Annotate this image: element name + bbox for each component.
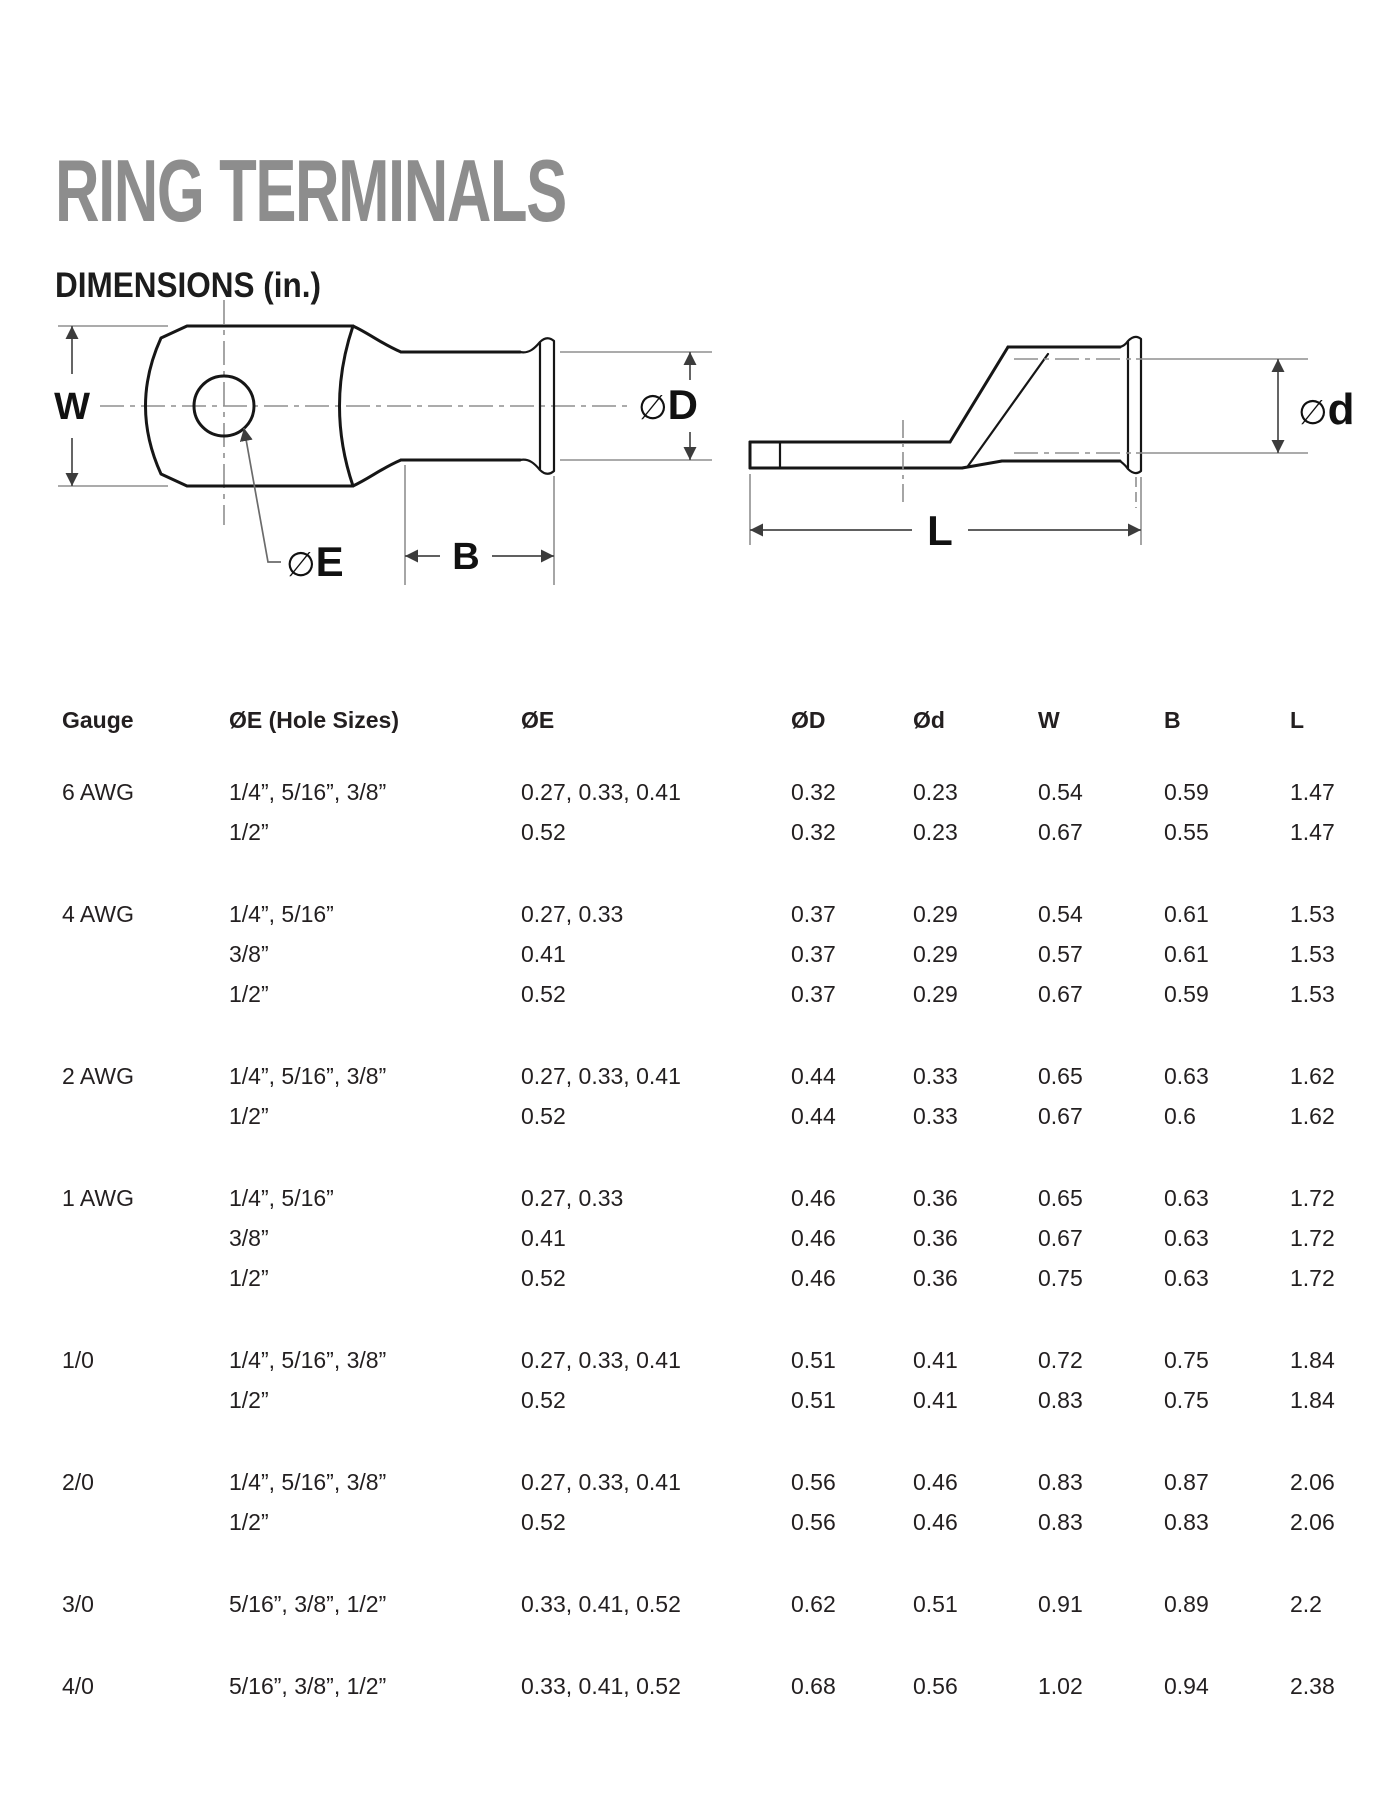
od-cell: 0.51	[791, 1346, 836, 1373]
w-cell: 0.67	[1038, 1224, 1083, 1251]
small-d-cell: 0.29	[913, 900, 958, 927]
label-phi-D: ∅D	[638, 381, 698, 428]
small-d-cell: 0.56	[913, 1672, 958, 1699]
l-cell: 1.47	[1290, 818, 1335, 845]
column-header-5: W	[1038, 706, 1060, 733]
od-cell: 0.46	[791, 1184, 836, 1211]
l-cell: 1.62	[1290, 1062, 1335, 1089]
label-w: W	[54, 386, 90, 428]
table-row	[62, 1258, 1400, 1298]
column-header-3: ØD	[791, 706, 826, 733]
oe-cell: 0.27, 0.33, 0.41	[521, 1062, 681, 1089]
hole-sizes-cell: 1/2”	[229, 1508, 269, 1535]
gauge-cell: 4 AWG	[62, 900, 134, 927]
l-cell: 1.53	[1290, 940, 1335, 967]
table-row	[62, 1502, 1400, 1542]
l-cell: 1.72	[1290, 1264, 1335, 1291]
table-row	[62, 1340, 1400, 1380]
column-header-2: ØE	[521, 706, 555, 733]
small-d-cell: 0.46	[913, 1508, 958, 1535]
od-cell: 0.56	[791, 1508, 836, 1535]
table-row	[62, 934, 1400, 974]
oe-cell: 0.52	[521, 1508, 566, 1535]
b-cell: 0.63	[1164, 1264, 1209, 1291]
small-d-cell: 0.29	[913, 940, 958, 967]
column-header-7: L	[1290, 706, 1305, 733]
ring-terminal-side-view	[750, 337, 1355, 554]
w-cell: 0.83	[1038, 1508, 1083, 1535]
od-cell: 0.56	[791, 1468, 836, 1495]
hole-sizes-cell: 1/2”	[229, 818, 269, 845]
hole-sizes-cell: 5/16”, 3/8”, 1/2”	[229, 1590, 387, 1617]
hole-sizes-cell: 1/4”, 5/16”, 3/8”	[229, 778, 387, 805]
small-d-cell: 0.41	[913, 1386, 958, 1413]
page-title: RING TERMINALS	[55, 140, 566, 240]
b-cell: 0.55	[1164, 818, 1209, 845]
w-cell: 0.57	[1038, 940, 1083, 967]
table-row	[62, 1584, 1400, 1624]
w-cell: 0.67	[1038, 980, 1083, 1007]
hole-sizes-cell: 1/4”, 5/16”, 3/8”	[229, 1468, 387, 1495]
od-cell: 0.44	[791, 1062, 836, 1089]
dimensions-table	[0, 700, 1400, 1748]
small-d-cell: 0.29	[913, 980, 958, 1007]
oe-cell: 0.27, 0.33	[521, 1184, 624, 1211]
label-phi-d: ∅d	[1298, 385, 1355, 434]
l-cell: 1.53	[1290, 980, 1335, 1007]
neck-bottom	[353, 460, 401, 486]
oe-cell: 0.41	[521, 940, 566, 967]
l-cell: 1.47	[1290, 778, 1335, 805]
oe-cell: 0.27, 0.33, 0.41	[521, 1346, 681, 1373]
b-cell: 0.83	[1164, 1508, 1209, 1535]
hole-sizes-cell: 1/4”, 5/16”	[229, 900, 334, 927]
table-row	[62, 894, 1400, 934]
oe-cell: 0.52	[521, 980, 566, 1007]
table-row	[62, 1218, 1400, 1258]
diameter-symbol: ∅	[286, 546, 316, 584]
w-cell: 1.02	[1038, 1672, 1083, 1699]
oe-cell: 0.52	[521, 1264, 566, 1291]
small-d-cell: 0.33	[913, 1102, 958, 1129]
od-cell: 0.37	[791, 980, 836, 1007]
hole-sizes-cell: 1/2”	[229, 1102, 269, 1129]
table-row	[62, 1178, 1400, 1218]
table-row	[62, 1462, 1400, 1502]
oe-leader-line	[244, 428, 281, 562]
gauge-group	[62, 1584, 1400, 1624]
w-cell: 0.67	[1038, 1102, 1083, 1129]
gauge-cell: 1 AWG	[62, 1184, 134, 1211]
l-cell: 2.2	[1290, 1590, 1322, 1617]
small-d-cell: 0.36	[913, 1264, 958, 1291]
small-d-cell: 0.46	[913, 1468, 958, 1495]
b-cell: 0.6	[1164, 1102, 1196, 1129]
w-cell: 0.75	[1038, 1264, 1083, 1291]
gauge-group	[62, 1340, 1400, 1420]
od-cell: 0.44	[791, 1102, 836, 1129]
l-cell: 1.62	[1290, 1102, 1335, 1129]
table-row	[62, 1056, 1400, 1096]
table-row	[62, 974, 1400, 1014]
od-cell: 0.46	[791, 1224, 836, 1251]
b-cell: 0.63	[1164, 1062, 1209, 1089]
diameter-symbol: ∅	[1298, 394, 1328, 432]
small-d-cell: 0.51	[913, 1590, 958, 1617]
oe-cell: 0.33, 0.41, 0.52	[521, 1590, 681, 1617]
hole-sizes-cell: 1/4”, 5/16”	[229, 1184, 334, 1211]
gauge-group	[62, 1666, 1400, 1706]
oe-cell: 0.41	[521, 1224, 566, 1251]
gauge-cell: 3/0	[62, 1590, 94, 1617]
w-cell: 0.54	[1038, 900, 1083, 927]
hole-sizes-cell: 5/16”, 3/8”, 1/2”	[229, 1672, 387, 1699]
l-cell: 1.53	[1290, 900, 1335, 927]
w-cell: 0.65	[1038, 1062, 1083, 1089]
oe-cell: 0.27, 0.33, 0.41	[521, 1468, 681, 1495]
b-cell: 0.89	[1164, 1590, 1209, 1617]
table-row	[62, 772, 1400, 812]
gauge-cell: 6 AWG	[62, 778, 134, 805]
column-header-6: B	[1164, 706, 1181, 733]
b-cell: 0.63	[1164, 1184, 1209, 1211]
oe-cell: 0.33, 0.41, 0.52	[521, 1672, 681, 1699]
gauge-cell: 2 AWG	[62, 1062, 134, 1089]
b-cell: 0.59	[1164, 778, 1209, 805]
b-cell: 0.61	[1164, 940, 1209, 967]
dimensions-heading: DIMENSIONS (in.)	[55, 266, 322, 306]
od-cell: 0.51	[791, 1386, 836, 1413]
w-cell: 0.72	[1038, 1346, 1083, 1373]
oe-cell: 0.27, 0.33	[521, 900, 624, 927]
l-cell: 2.06	[1290, 1468, 1335, 1495]
w-cell: 0.83	[1038, 1386, 1083, 1413]
table-row	[62, 812, 1400, 852]
b-cell: 0.59	[1164, 980, 1209, 1007]
gauge-group	[62, 894, 1400, 1014]
table-header-row	[62, 700, 1400, 740]
transition-outer-edge	[950, 347, 1008, 442]
w-cell: 0.67	[1038, 818, 1083, 845]
w-cell: 0.65	[1038, 1184, 1083, 1211]
b-cell: 0.63	[1164, 1224, 1209, 1251]
gauge-group	[62, 1462, 1400, 1542]
small-d-cell: 0.23	[913, 778, 958, 805]
hole-sizes-cell: 3/8”	[229, 940, 269, 967]
hole-sizes-cell: 1/4”, 5/16”, 3/8”	[229, 1346, 387, 1373]
table-row	[62, 1666, 1400, 1706]
b-cell: 0.61	[1164, 900, 1209, 927]
hole-sizes-cell: 3/8”	[229, 1224, 269, 1251]
b-cell: 0.75	[1164, 1386, 1209, 1413]
hole-sizes-cell: 1/2”	[229, 1386, 269, 1413]
od-cell: 0.32	[791, 818, 836, 845]
gauge-group	[62, 772, 1400, 852]
small-d-cell: 0.36	[913, 1224, 958, 1251]
gauge-group	[62, 1056, 1400, 1136]
table-row	[62, 1096, 1400, 1136]
oe-cell: 0.52	[521, 1102, 566, 1129]
od-cell: 0.37	[791, 940, 836, 967]
small-d-cell: 0.23	[913, 818, 958, 845]
label-b: B	[452, 536, 480, 578]
od-cell: 0.62	[791, 1590, 836, 1617]
column-header-1: ØE (Hole Sizes)	[229, 706, 399, 733]
w-cell: 0.91	[1038, 1590, 1083, 1617]
w-cell: 0.54	[1038, 778, 1083, 805]
gauge-cell: 4/0	[62, 1672, 94, 1699]
oe-cell: 0.52	[521, 818, 566, 845]
column-header-0: Gauge	[62, 706, 134, 733]
hole-sizes-cell: 1/2”	[229, 980, 269, 1007]
l-cell: 2.06	[1290, 1508, 1335, 1535]
gauge-group	[62, 1178, 1400, 1298]
hole-sizes-cell: 1/4”, 5/16”, 3/8”	[229, 1062, 387, 1089]
l-cell: 1.72	[1290, 1224, 1335, 1251]
l-cell: 1.72	[1290, 1184, 1335, 1211]
oe-cell: 0.52	[521, 1386, 566, 1413]
b-cell: 0.87	[1164, 1468, 1209, 1495]
table-row	[62, 1380, 1400, 1420]
transition-inner-edge	[968, 354, 1048, 466]
w-cell: 0.83	[1038, 1468, 1083, 1495]
column-header-4: Ød	[913, 706, 945, 733]
diameter-symbol: ∅	[638, 389, 668, 427]
l-cell: 2.38	[1290, 1672, 1335, 1699]
label-l: L	[927, 507, 953, 554]
od-cell: 0.32	[791, 778, 836, 805]
od-cell: 0.46	[791, 1264, 836, 1291]
ring-terminal-top-view	[54, 300, 712, 585]
gauge-cell: 2/0	[62, 1468, 94, 1495]
od-cell: 0.37	[791, 900, 836, 927]
l-cell: 1.84	[1290, 1346, 1335, 1373]
oe-cell: 0.27, 0.33, 0.41	[521, 778, 681, 805]
gauge-cell: 1/0	[62, 1346, 94, 1373]
small-d-cell: 0.33	[913, 1062, 958, 1089]
label-phi-E: ∅E	[286, 538, 344, 585]
small-d-cell: 0.41	[913, 1346, 958, 1373]
od-cell: 0.68	[791, 1672, 836, 1699]
dimension-diagrams	[0, 0, 1400, 640]
b-cell: 0.94	[1164, 1672, 1209, 1699]
l-cell: 1.84	[1290, 1386, 1335, 1413]
hole-sizes-cell: 1/2”	[229, 1264, 269, 1291]
small-d-cell: 0.36	[913, 1184, 958, 1211]
b-cell: 0.75	[1164, 1346, 1209, 1373]
neck-top	[353, 326, 401, 352]
